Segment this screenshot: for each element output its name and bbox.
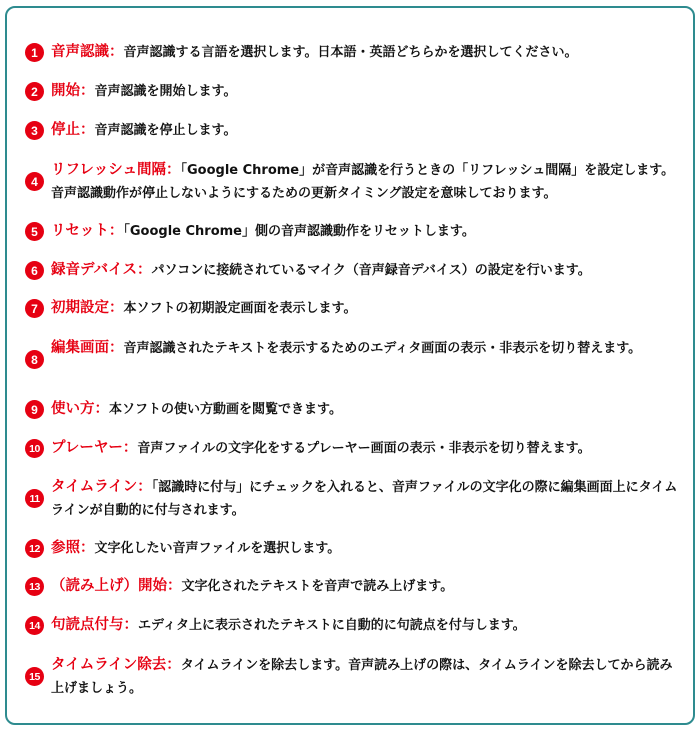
item-text: [51, 437, 591, 460]
item-desc: タイムラインを除去します。音声読み上げの際は、タイムラインを除去してから読み上げましょう。: [51, 658, 673, 696]
legend-list: [7, 8, 693, 723]
number-badge: 7: [25, 299, 44, 318]
item-desc: 音声認識する言語を選択します。日本語・英語どちらかを選択してください。: [123, 45, 578, 60]
list-item: [25, 437, 679, 460]
item-term: （読み上げ）開始：: [51, 578, 182, 594]
number-badge: 4: [25, 172, 44, 191]
item-term: 音声認識：: [51, 44, 124, 60]
item-term: 使い方：: [51, 401, 109, 417]
item-term: 録音デバイス：: [51, 262, 152, 278]
number-badge: 15: [25, 667, 44, 686]
item-text: [51, 398, 342, 421]
item-text: [51, 119, 236, 142]
number-badge: 3: [25, 121, 44, 140]
list-item: [25, 614, 679, 637]
list-item: [25, 220, 679, 243]
item-term: 開始：: [51, 83, 95, 99]
item-desc: 文字化したい音声ファイルを選択します。: [94, 541, 341, 556]
list-item: [25, 297, 679, 320]
list-item: [25, 159, 679, 205]
item-term: プレーヤー：: [51, 440, 138, 456]
number-badge: 5: [25, 222, 44, 241]
item-term: リセット：: [51, 223, 124, 239]
list-item: [25, 80, 679, 103]
item-term: 初期設定：: [51, 300, 124, 316]
list-item: [25, 41, 679, 64]
number-badge: 1: [25, 43, 44, 62]
item-text: [51, 80, 236, 103]
item-term: 句読点付与：: [51, 617, 138, 633]
item-text: [51, 220, 475, 243]
item-desc: 本ソフトの使い方動画を閲覧できます。: [109, 402, 342, 417]
number-badge: 2: [25, 82, 44, 101]
list-item: [25, 537, 679, 560]
item-term: リフレッシュ間隔：: [51, 162, 181, 178]
number-badge: 11: [25, 489, 44, 508]
item-term: タイムライン：: [51, 479, 152, 495]
list-item: [25, 654, 679, 700]
content-frame: [5, 6, 695, 725]
item-desc: 「Google Chrome」側の音声認識動作をリセットします。: [123, 224, 475, 239]
item-text: [51, 159, 679, 205]
number-badge: 14: [25, 616, 44, 635]
item-desc: 文字化されたテキストを音声で読み上げます。: [181, 579, 454, 594]
number-badge: 12: [25, 539, 44, 558]
item-desc: 「Google Chrome」が音声認識を行うときの「リフレッシュ間隔」を設定します。音声認識動作が停止しないようにするための更新タイミング設定を意味しております。: [51, 163, 675, 201]
item-term: 停止：: [51, 122, 95, 138]
list-item: [25, 119, 679, 142]
item-text: [51, 259, 591, 282]
number-badge: 8: [25, 350, 44, 369]
item-term: タイムライン除去：: [51, 657, 181, 673]
item-text: [51, 337, 641, 360]
item-text: [51, 654, 679, 700]
item-text: [51, 41, 577, 64]
item-text: [51, 614, 526, 637]
item-text: [51, 476, 679, 522]
list-item: [25, 259, 679, 282]
list-item: [25, 398, 679, 421]
item-desc: エディタ上に表示されたテキストに自動的に句読点を付与します。: [138, 618, 526, 633]
list-item: [25, 575, 679, 598]
item-text: [51, 297, 356, 320]
number-badge: 13: [25, 577, 44, 596]
item-desc: 音声ファイルの文字化をするプレーヤー画面の表示・非表示を切り替えます。: [137, 441, 591, 456]
item-desc: 音声認識されたテキストを表示するためのエディタ画面の表示・非表示を切り替えます。: [123, 341, 642, 356]
number-badge: 10: [25, 439, 44, 458]
list-item: [25, 337, 679, 369]
item-text: [51, 537, 340, 560]
item-desc: 「認識時に付与」にチェックを入れると、音声ファイルの文字化の際に編集画面上にタイムラインが自動的に付与されます。: [51, 480, 678, 518]
item-desc: 音声認識を停止します。: [94, 123, 237, 138]
list-item: [25, 476, 679, 522]
item-desc: 音声認識を開始します。: [94, 84, 237, 99]
number-badge: 9: [25, 400, 44, 419]
number-badge: 6: [25, 261, 44, 280]
item-desc: パソコンに接続されているマイク（音声録音デバイス）の設定を行います。: [151, 263, 591, 278]
item-term: 参照：: [51, 540, 95, 556]
item-term: 編集画面：: [51, 340, 124, 356]
item-text: [51, 575, 453, 598]
item-desc: 本ソフトの初期設定画面を表示します。: [123, 301, 357, 316]
